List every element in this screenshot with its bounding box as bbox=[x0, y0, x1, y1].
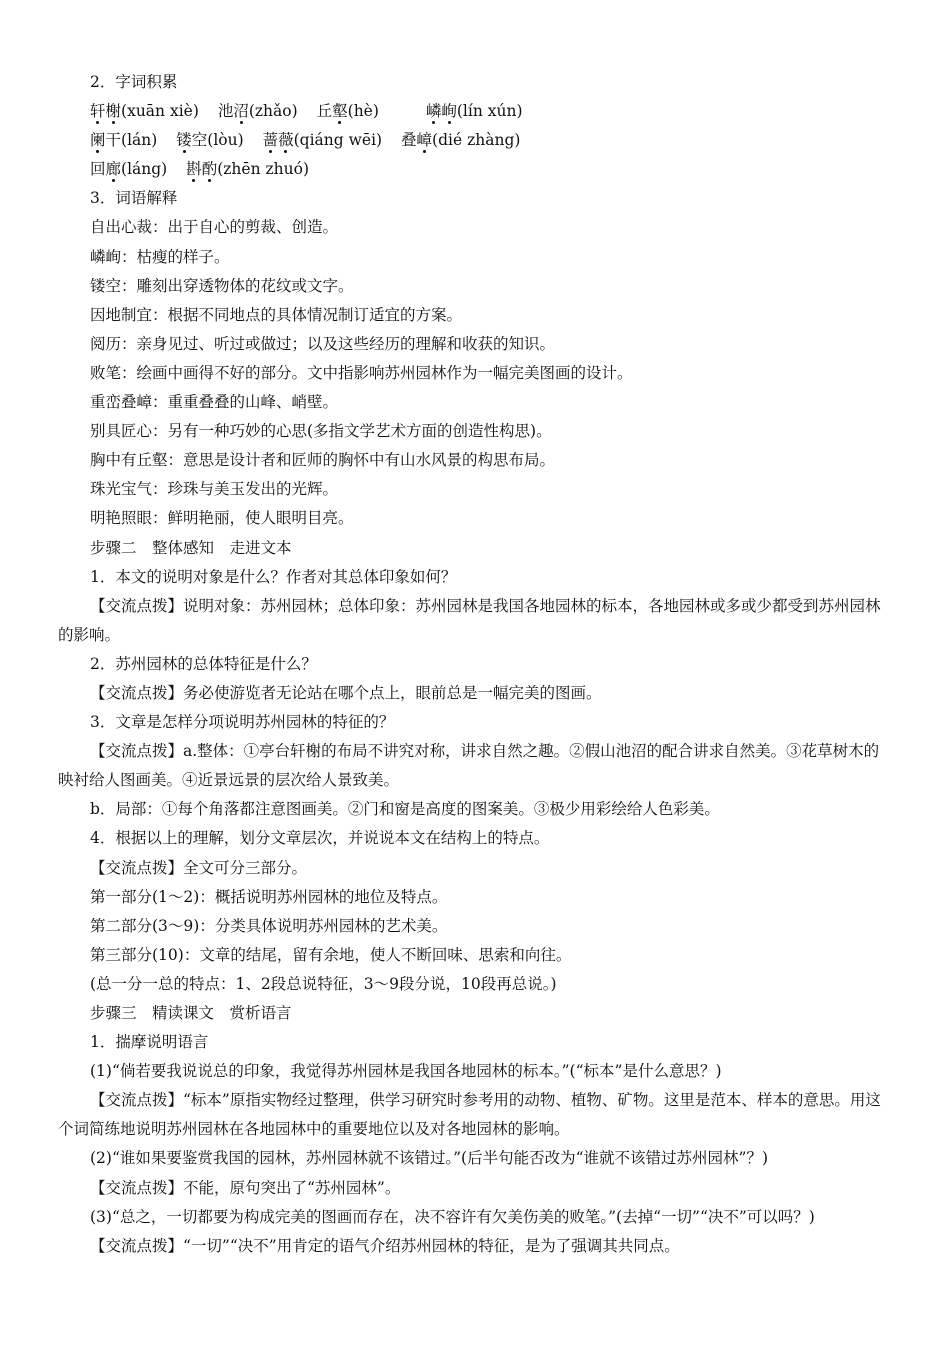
glossary-item: 别具匠心：另有一种巧妙的心思(多指文学艺术方面的创造性构思)。 bbox=[90, 422, 552, 441]
vocab-item: 丘壑(hè) bbox=[316, 102, 379, 121]
glossary-item: 嶙峋：枯瘦的样子。 bbox=[90, 247, 230, 266]
glossary-item: 阅历：亲身见过、听过或做过；以及这些经历的理解和收获的知识。 bbox=[90, 334, 556, 353]
glossary-item: 自出心裁：出于自心的剪裁、创造。 bbox=[90, 218, 339, 237]
question: (3)“总之，一切都要为构成完美的图画而存在，决不容许有欠美伤美的败笔。”(去掉“一切”“决不”可以吗？) bbox=[90, 1207, 815, 1226]
glossary-item: 败笔：绘画中画得不好的部分。文中指影响苏州园林作为一幅完美图画的设计。 bbox=[90, 363, 633, 382]
step-two-heading: 步骤二 整体感知 走进文本 bbox=[90, 538, 292, 557]
vocab-item: 叠嶂(dié zhàng) bbox=[401, 131, 521, 150]
question: 3．文章是怎样分项说明苏州园林的特征的？ bbox=[90, 713, 395, 732]
structure-note: (总一分一总的特点：1、2段总说特征，3～9段分说，10段再总说。) bbox=[90, 974, 557, 993]
vocab-item: 轩榭(xuān xiè) bbox=[90, 102, 199, 121]
vocab-item: 嶙峋(lín xún) bbox=[425, 102, 523, 121]
question: 2．苏州园林的总体特征是什么？ bbox=[90, 654, 317, 673]
section-heading-glossary: 3．词语解释 bbox=[90, 189, 178, 208]
answer: 【交流点拨】“一切”“决不”用肯定的语气介绍苏州园林的特征，是为了强调其共同点。 bbox=[90, 1236, 680, 1255]
glossary-item: 因地制宜：根据不同地点的具体情况制订适宜的方案。 bbox=[90, 305, 463, 324]
glossary-item: 明艳照眼：鲜明艳丽，使人眼明目亮。 bbox=[90, 509, 354, 528]
part-item: 第二部分(3～9)：分类具体说明苏州园林的艺术美。 bbox=[90, 916, 448, 935]
glossary-item: 镂空：雕刻出穿透物体的花纹或文字。 bbox=[90, 276, 354, 295]
document-page bbox=[58, 68, 894, 1261]
answer: 【交流点拨】不能，原句突出了“苏州园林”。 bbox=[90, 1178, 401, 1197]
vocab-item: 池沼(zhǎo) bbox=[217, 102, 298, 121]
vocab-row-3 bbox=[58, 155, 894, 184]
question: 1．本文的说明对象是什么？作者对其总体印象如何？ bbox=[90, 567, 457, 586]
vocab-row-1 bbox=[58, 97, 894, 126]
part-item: 第三部分(10)：文章的结尾，留有余地，使人不断回味、思索和向往。 bbox=[90, 945, 572, 964]
section-heading-vocab: 2．字词积累 bbox=[90, 73, 178, 91]
question: 4．根据以上的理解，划分文章层次，并说说本文在结构上的特点。 bbox=[90, 829, 550, 848]
answer: 【交流点拨】全文可分三部分。 bbox=[90, 858, 308, 877]
question: (2)“谁如果要鉴赏我国的园林，苏州园林就不该错过。”(后半句能否改为“谁就不该错过苏州园林”？) bbox=[90, 1149, 768, 1168]
answer: 【交流点拨】a.整体：①亭台轩榭的布局不讲究对称，讲求自然之趣。②假山池沼的配合讲求自然美。③花草树木的映衬给人图画美。④近景远景的层次给人景致美。 bbox=[58, 742, 880, 790]
vocab-item: 蔷薇(qiáng wēi) bbox=[262, 131, 383, 150]
vocab-item: 斟酌(zhēn zhuó) bbox=[186, 160, 309, 179]
glossary-item: 珠光宝气：珍珠与美玉发出的光辉。 bbox=[90, 480, 339, 499]
answer: 【交流点拨】“标本”原指实物经过整理，供学习研究时参考用的动物、植物、矿物。这里是范本、样本的意思。用这个词简练地说明苏州园林在各地园林中的重要地位以及对各地园林的影响。 bbox=[58, 1091, 881, 1139]
answer-continued: b．局部：①每个角落都注意图画美。②门和窗是高度的图案美。③极少用彩绘给人色彩美。 bbox=[90, 800, 720, 819]
vocab-row-2 bbox=[58, 126, 894, 155]
vocab-item: 镂空(lòu) bbox=[176, 131, 244, 150]
sub-heading: 1．揣摩说明语言 bbox=[90, 1033, 209, 1052]
step-three-heading: 步骤三 精读课文 赏析语言 bbox=[90, 1004, 292, 1022]
answer: 【交流点拨】说明对象：苏州园林；总体印象：苏州园林是我国各地园林的标本，各地园林或多或少都受到苏州园林的影响。 bbox=[58, 596, 881, 644]
answer: 【交流点拨】务必使游览者无论站在哪个点上，眼前总是一幅完美的图画。 bbox=[90, 683, 602, 702]
glossary-item: 重峦叠嶂：重重叠叠的山峰、峭壁。 bbox=[90, 393, 339, 412]
part-item: 第一部分(1～2)：概括说明苏州园林的地位及特点。 bbox=[90, 887, 448, 906]
vocab-item: 阑干(lán) bbox=[90, 131, 158, 150]
glossary-item: 胸中有丘壑：意思是设计者和匠师的胸怀中有山水风景的构思布局。 bbox=[90, 451, 556, 470]
question: (1)“倘若要我说说总的印象，我觉得苏州园林是我国各地园林的标本。”(“标本”是什么意思？) bbox=[90, 1062, 722, 1081]
vocab-item: 回廊(láng) bbox=[90, 160, 168, 179]
